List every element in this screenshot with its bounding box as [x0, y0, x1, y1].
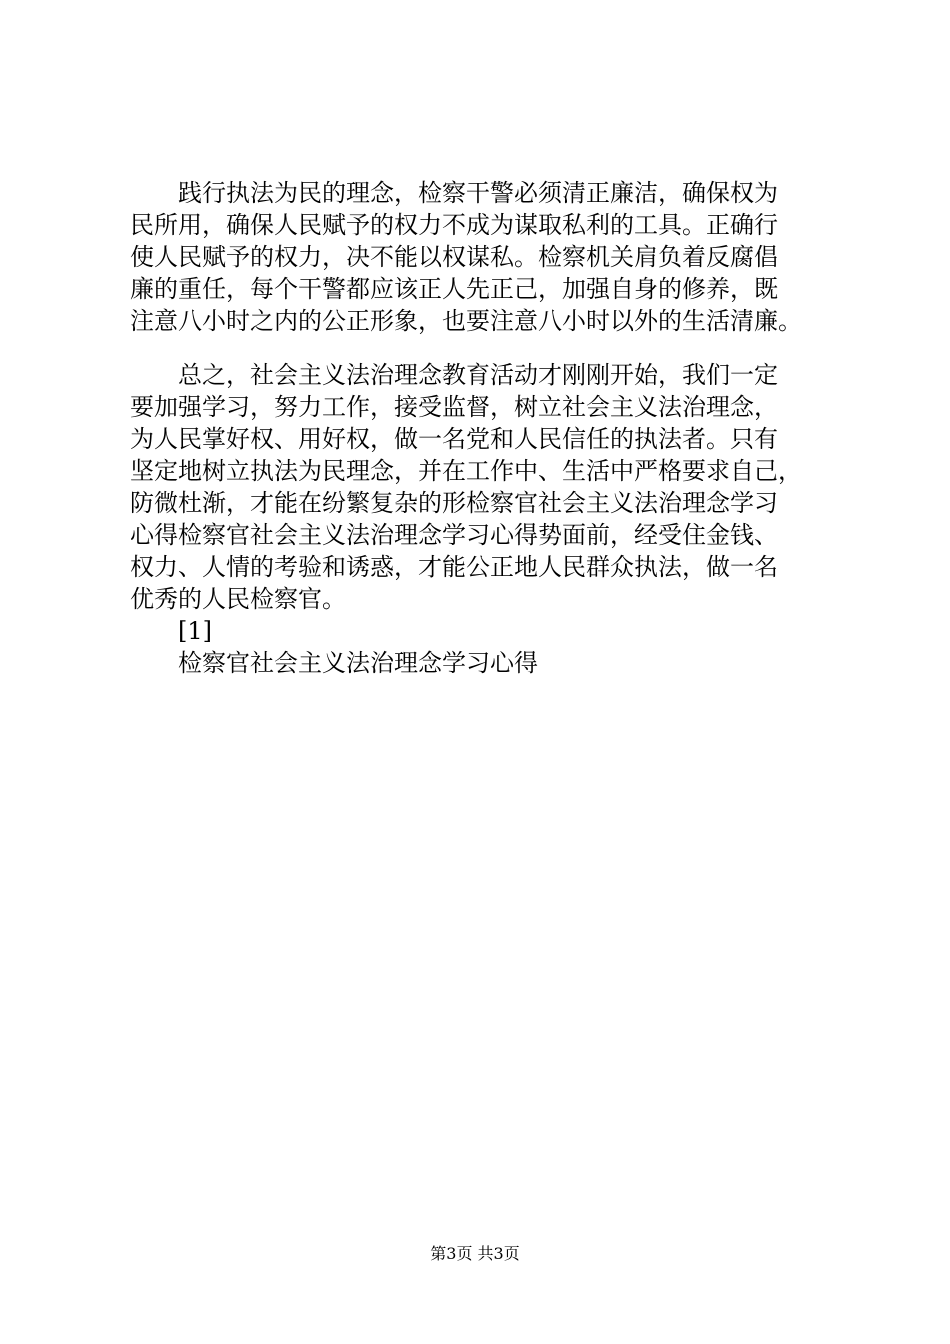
paragraph-line: 心得检察官社会主义法治理念学习心得势面前，经受住金钱、	[130, 521, 778, 549]
paragraph-line: 权力、人情的考验和诱惑，才能公正地人民群众执法，做一名	[130, 553, 778, 581]
paragraph-line: 民所用，确保人民赋予的权力不成为谋取私利的工具。正确行	[130, 211, 778, 239]
paragraph-line: 注意八小时之内的公正形象，也要注意八小时以外的生活清廉。	[130, 307, 802, 335]
paragraph-line: 要加强学习，努力工作，接受监督，树立社会主义法治理念，	[130, 393, 778, 421]
paragraph-line: 使人民赋予的权力，决不能以权谋私。检察机关肩负着反腐倡	[130, 243, 778, 271]
page-number-label: 第3页 共3页	[430, 1244, 520, 1263]
paragraph-1	[130, 177, 850, 337]
paragraph-line: 优秀的人民检察官。	[130, 585, 346, 613]
paragraph-line: 为人民掌好权、用好权，做一名党和人民信任的执法者。只有	[130, 425, 778, 453]
trailing-title: 检察官社会主义法治理念学习心得	[178, 649, 538, 677]
paragraph-line: 廉的重任，每个干警都应该正人先正己，加强自身的修养，既	[130, 275, 778, 303]
paragraph-line: 践行执法为民的理念，检察干警必须清正廉洁，确保权为	[178, 179, 778, 207]
paragraph-line: 总之，社会主义法治理念教育活动才刚刚开始，我们一定	[178, 361, 778, 389]
paragraph-2	[130, 359, 850, 679]
page-footer	[0, 1244, 950, 1264]
paragraph-line: 防微杜渐，才能在纷繁复杂的形检察官社会主义法治理念学习	[130, 489, 778, 517]
reference-marker: [1]	[178, 617, 212, 645]
paragraph-line: 坚定地树立执法为民理念，并在工作中、生活中严格要求自己，	[130, 457, 802, 485]
